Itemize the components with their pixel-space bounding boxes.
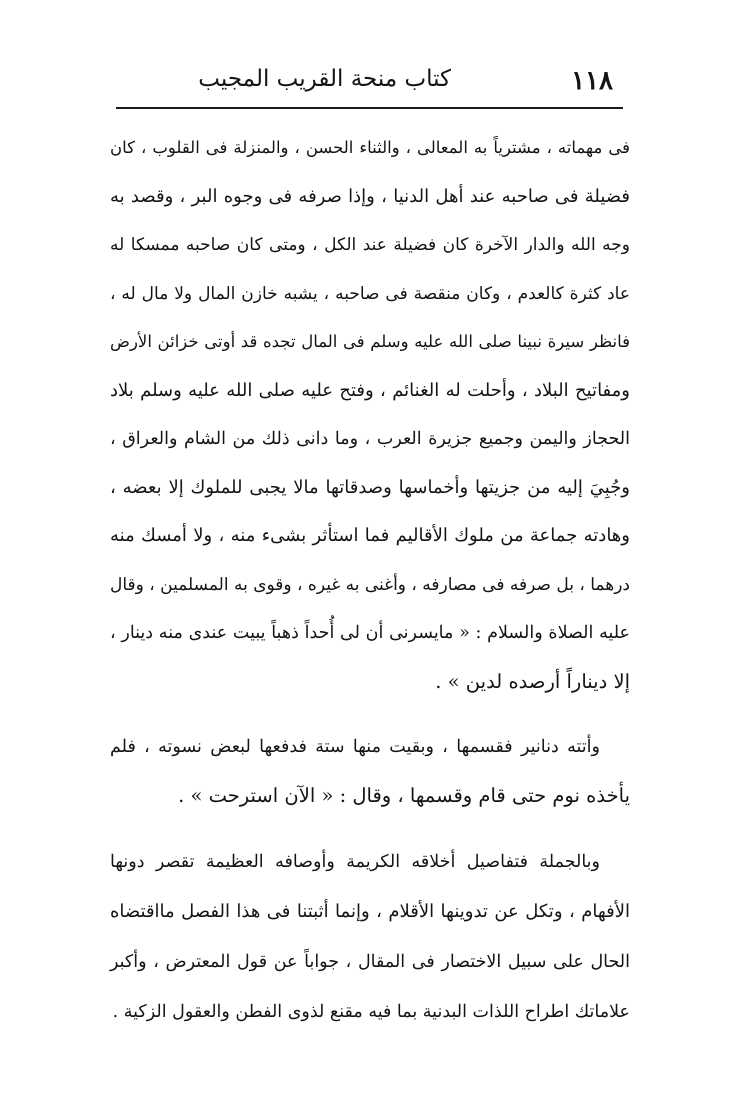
text-line: وأتته دنانير فقسمها ، وبقيت منها ستة فدفعها لبعض نسوته ، فلم (110, 737, 600, 757)
text-line: وجه الله والدار الآخرة كان فضيلة عند الكل ، ومتى كان صاحبه ممسكا له (110, 235, 630, 255)
text-line: الحال على سبيل الاختصار فى المقال ، جواباً عن قول المعترض ، وأكبر (110, 952, 630, 972)
text-line: فانظر سيرة نبينا صلى الله عليه وسلم فى المال تجده قد أوتى خزائن الأرض (110, 332, 630, 351)
text-line: وهادته جماعة من ملوك الأقاليم فما استأثر بشىء منه ، ولا أمسك منه (110, 525, 630, 546)
text-line: عاد كثرة كالعدم ، وكان منقصة فى صاحبه ، يشبه خازن المال ولا مال له ، (110, 283, 630, 304)
text-line: يأخذه نوم حتى قام وقسمها ، وقال : « الآن استرحت » . (178, 783, 630, 807)
paragraph-2 (110, 723, 630, 820)
text-line: الأفهام ، وتكل عن تدوينها الأقلام ، وإنما أثبتنا فى هذا الفصل مااقتضاه (110, 901, 630, 922)
text-line: إلا ديناراً أرصده لدين » . (435, 669, 630, 693)
body-text (110, 124, 630, 1037)
text-line: فضيلة فى صاحبه عند أهل الدنيا ، وإذا صرفه فى وجوه البر ، وقصد به (110, 185, 630, 207)
text-line: ومفاتيح البلاد ، وأحلت له الغنائم ، وفتح عليه صلى الله عليه وسلم بلاد (110, 379, 630, 401)
running-title: كتاب منحة القريب المجيب (198, 66, 451, 92)
paragraph-1 (110, 124, 630, 706)
page-header (118, 62, 623, 106)
text-line: فى مهماته ، مشترياً به المعالى ، والثناء الحسن ، والمنزلة فى القلوب ، كان (110, 138, 630, 157)
text-line: علاماتك اطراح اللذات البدنية بما فيه مقنع لذوى الفطن والعقول الزكية . (112, 1002, 630, 1022)
text-line: عليه الصلاة والسلام : « مايسرنى أن لى أُحداً ذهباً يبيت عندى منه دينار ، (110, 623, 630, 643)
text-line: الحجاز واليمن وجميع جزيرة العرب ، وما دانى ذلك من الشام والعراق ، (110, 429, 630, 449)
header-rule (116, 107, 623, 109)
text-line: وجُبِيَ إليه من جزيتها وأخماسها وصدقاتها مالا يجبى للملوك إلا بعضه ، (110, 476, 630, 498)
text-line: درهما ، بل صرفه فى مصارفه ، وأغنى به غيره ، وقوى به المسلمين ، وقال (109, 574, 630, 595)
text-line: وبالجملة فتفاصيل أخلاقه الكريمة وأوصافه العظيمة تقصر دونها (110, 852, 600, 872)
page-number: ١١٨ (571, 66, 613, 96)
paragraph-3 (110, 837, 630, 1037)
